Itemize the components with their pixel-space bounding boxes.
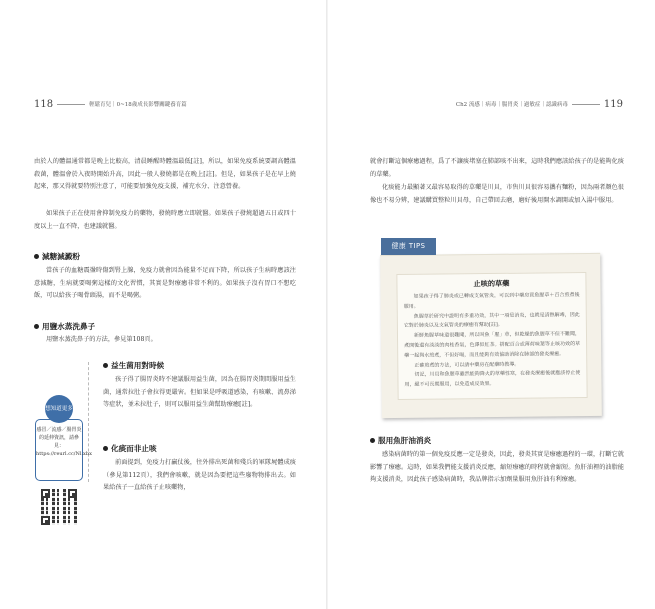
section-heading-text: 益生菌用對時候 — [111, 361, 165, 370]
left-paragraph-1: 由於人的體溫通常都是晚上比較高，清晨睡醒時體溫最低[註]，所以，如果免疫系統要調高體溫殺菌，體溫會於入夜時開始升高，因此一般人發燒都是在晚上[註]。但是，如果孩子是在早上燒起來，那又得就要特別注意了，可能要加強免疫支援，補充水分、注意營養。 — [34, 158, 296, 191]
section-heading-reduce-sugar — [34, 251, 80, 262]
section-heading-cod-liver-oil — [370, 435, 431, 446]
tips-body — [404, 291, 581, 391]
right-paragraph-1: 就會打斷這個療癒過程，爲了不讓痰堵塞在肺部咳不出來，這時我們應該給孩子的是能夠化痰的草藥。 — [370, 158, 624, 178]
left-page-number: 118 — [34, 98, 54, 110]
section-heading-phlegm — [103, 443, 157, 454]
qr-finder-icon — [68, 489, 77, 498]
bullet-icon — [103, 363, 108, 368]
header-rule — [57, 104, 85, 105]
tips-title: 止咳的草藥 — [473, 278, 510, 289]
tips-paragraph: 魚腥草於研究中證明有多重功效，其中一項是消炎，也就是清熱解毒，因此它對於肺炎以及支氣管炎的療癒有幫助[註]。 — [403, 311, 580, 330]
bullet-icon — [103, 446, 108, 451]
left-header-title: 輕鬆育兒｜0~18歲成長影響關鍵養育篇 — [89, 102, 187, 108]
left-paragraph-2: 如果孩子正在使用會抑制免疫力的藥物，發燒時應立即就醫。如果孩子發燒超過五日或四十度以上一直不降，也建議就醫。 — [34, 210, 296, 230]
left-paragraph-4: 用鹽水蒸洗鼻子的方法，參見第108頁。 — [46, 336, 157, 343]
left-page — [0, 0, 327, 609]
left-paragraph-3: 當孩子的血糖震盪時傷到腎上腺，免疫力就會因為能量不足而下降，所以孩子生病時應該注意減糖，生病就要喝粥這樣的文化習慣，其實是對療癒非常不利的。如果孩子沒有胃口不想吃飯，可以給孩子喝骨頭湯，而不是喝粥。 — [34, 267, 296, 300]
bullet-icon — [34, 324, 39, 329]
bullet-icon — [34, 254, 39, 259]
more-info-bubble — [45, 395, 73, 423]
health-tips-tag: 健康 TIPS — [381, 238, 436, 255]
qr-finder-icon — [41, 516, 50, 525]
qr-code-icon[interactable] — [41, 489, 77, 525]
tips-paragraph: 新鮮魚腥草味道很難聞，所以叫魚「腥」草，但乾燥的魚腥草不但不難聞，煮開後還有淡淡的肉桂香氣，色澤似紅茶。搭配百合或薄荷味葉等止咳功效的草藥一起與水煎煮，不但好喝，而且能夠有效協助消除在肺部的發炎療癒。 — [404, 331, 581, 359]
tips-paragraph: 切記，川貝和魚腥草雖然能夠降火的草藥性寒，在發炎療癒後就應該停止使用，絕不可長期服用，以免造成反效果。 — [404, 370, 581, 389]
right-paragraph-3: 感染病菌時的第一個免疫反應一定是發炎，因此，發炎其實是療癒過程的一環，打斷它就影響了療癒。這時，如果我們能支援消炎反應，縮短療癒的時程就會縮短。魚肝油裡的油脂能夠支援消炎，因此孩子感染病菌時，我品牌指示加劑量服用魚肝油有利療癒。 — [370, 451, 624, 484]
section-heading-text: 化痰而非止咳 — [111, 444, 157, 453]
bullet-icon — [370, 438, 375, 443]
section-heading-saline-rinse — [34, 321, 95, 332]
left-paragraph-6: 前面提到，免疫力打贏仗後，往外排出死菌和殘兵的軍隊屍體成痰（參見第112頁），我們會咳嗽，就是因為要把這些廢物物排出去。如果給孩子一直給孩子止咳藥物， — [103, 459, 296, 492]
sidebar-note-box — [35, 419, 92, 481]
tips-paragraph: 正確煎煮的方法，可以請中藥房在配藥時教導。 — [414, 361, 520, 369]
right-paragraph-2: 化痰能力最顯著又最容易取得的草藥是川貝，市售川貝很容易攜有麵粉，因為兩者顏色很像也不易分辨，建議購買整粒川貝母，自己帶回去磨，磨好後用開水調開或加入湯中服用。 — [370, 184, 624, 204]
left-paragraph-5: 孩子得了腸胃炎時不建議服用益生菌，因為在腸胃炎期間服用益生菌，通常拉肚子會拉得更嚴害。但如果是呼吸道感染，有咳嗽、流鼻涕等症狀，並未拉肚子，則可以服用益生菌幫助療癒[註]。 — [103, 376, 296, 409]
tips-inner-panel — [396, 272, 587, 400]
right-page-number: 119 — [603, 98, 623, 110]
tips-paragraph: 如果孩子得了肺炎或已轉成支氣管炎，可以到中藥房買魚腥草＋百合煎煮後服用。 — [403, 292, 580, 310]
left-running-header — [34, 98, 187, 110]
section-heading-text: 減糖減澱粉 — [42, 252, 80, 261]
section-heading-text: 服用魚肝油消炎 — [378, 436, 432, 445]
sidebar-divider — [88, 362, 90, 482]
section-heading-text: 用鹽水蒸洗鼻子 — [42, 322, 96, 331]
section-heading-probiotics — [103, 360, 164, 371]
qr-finder-icon — [41, 489, 50, 498]
header-rule — [572, 104, 600, 105]
sidebar-note-text: 感冒／流感／腸胃炎的延伸資訊，請參見：https://reurl.cc/Nl.xbx — [36, 427, 92, 457]
right-header-title: Ch2 流感｜病毒｜腸胃炎｜過敏症｜認識病毒 — [455, 102, 568, 108]
health-tips-card — [380, 253, 602, 418]
right-running-header — [456, 98, 623, 110]
more-info-bubble-text: 想知道更多 — [45, 405, 73, 412]
